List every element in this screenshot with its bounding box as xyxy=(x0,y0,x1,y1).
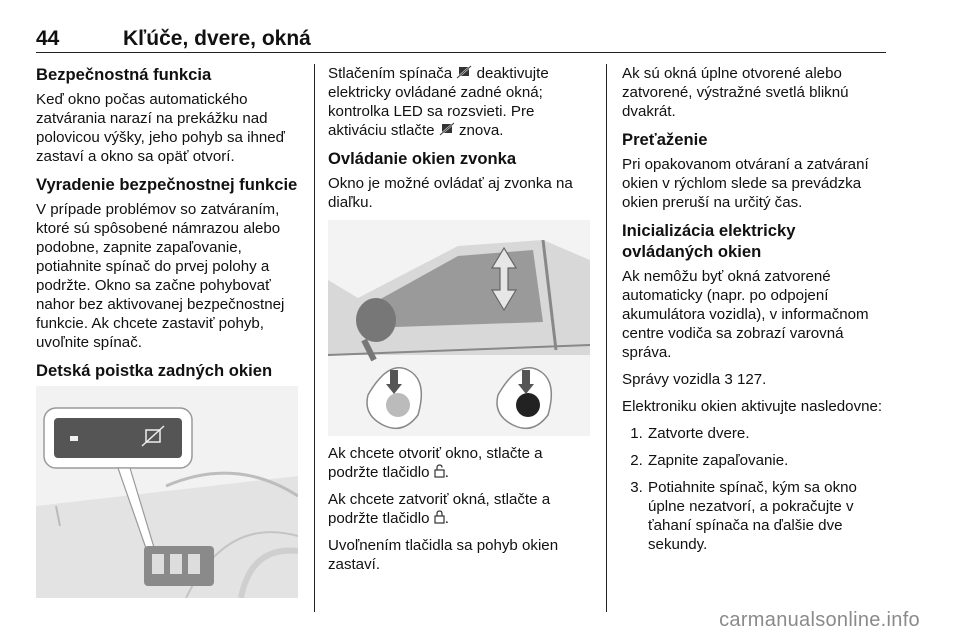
figure-child-lock-switch xyxy=(36,386,298,598)
heading-overload: Preťaženie xyxy=(622,130,708,149)
paragraph-close-window xyxy=(328,490,592,528)
paragraph-open-window xyxy=(328,444,592,482)
list-item: 1. Zatvorte dvere. xyxy=(647,424,888,443)
page-reference-arrow: 3 xyxy=(724,371,733,388)
column-3 xyxy=(622,64,888,562)
paragraph-activate: Elektroniku okien aktivujte nasledovne: xyxy=(622,398,883,415)
heading-safety-function: Bezpečnostná funkcia xyxy=(36,65,212,84)
list-item: 2. Zapnite zapaľovanie. xyxy=(647,451,888,470)
heading-disable-safety: Vyradenie bezpečnostnej funkcie xyxy=(36,175,298,194)
paragraph-overload: Pri opakovanom otváraní a zatváraní okien v rýchlom slede sa prevádzka okien preruší na určitý čas. xyxy=(622,156,869,211)
open-text-end: . xyxy=(444,464,449,481)
column-divider-right xyxy=(606,64,607,612)
column-2 xyxy=(328,64,592,582)
paragraph-child-lock-switch xyxy=(328,64,592,140)
heading-remote-operation: Ovládanie okien zvonka xyxy=(328,149,517,168)
steps-list xyxy=(622,424,888,554)
close-text-end: . xyxy=(444,510,449,527)
messages-text: Správy vozidla xyxy=(622,371,721,388)
window-lock-icon xyxy=(439,122,455,136)
unlock-button-icon xyxy=(434,464,445,478)
lock-button-icon xyxy=(434,510,445,524)
window-lock-icon xyxy=(456,65,472,79)
switch-text-middle: deaktivujte elektricky ovládané zadné okná; kontrolka LED sa rozsvieti. Pre aktiváciu stlačte xyxy=(328,65,549,139)
column-divider-left xyxy=(314,64,315,612)
list-item: 3. Potiahnite spínač, kým sa okno úplne nezatvorí, a pokračujte v ťahaní spínača na ďalšie dve sekundy. xyxy=(647,478,888,554)
paragraph-remote-operation: Okno je možné ovládať aj zvonka na diaľku. xyxy=(328,175,573,211)
heading-child-lock: Detská poistka zadných okien xyxy=(36,361,273,380)
switch-text-start: Stlačením spínača xyxy=(328,65,453,82)
page-header xyxy=(36,26,886,53)
page-number: 44 xyxy=(36,27,60,50)
paragraph-vehicle-messages xyxy=(622,370,888,389)
close-text: Ak chcete zatvoriť okná, stlačte a podržte tlačidlo xyxy=(328,491,551,527)
figure-remote-window xyxy=(328,220,590,436)
heading-initialization: Inicializácia elektricky ovládaných okien xyxy=(622,221,796,261)
paragraph-disable-safety: V prípade problémov so zatváraním, ktoré sú spôsobené námrazou alebo podobne, zapnite zapaľovanie, potiahnite spínač do prvej polohy a podržte. Okno sa začne pohybovať nahor bez aktivovanej bezpečnostnej funkcie. Ak chcete zastaviť pohyb, uvoľnite spínač. xyxy=(36,201,285,351)
page-title: Kľúče, dvere, okná xyxy=(123,27,311,50)
paragraph-hazard-flash: Ak sú okná úplne otvorené alebo zatvorené, výstražné svetlá bliknú dvakrát. xyxy=(622,65,849,120)
column-1 xyxy=(36,64,302,598)
switch-text-end: znova. xyxy=(458,122,504,139)
page-reference-link[interactable]: 127. xyxy=(736,371,767,388)
paragraph-release-button: Uvoľnením tlačidla sa pohyb okien zastaví. xyxy=(328,537,559,573)
open-text: Ak chcete otvoriť okno, stlačte a podržte tlačidlo xyxy=(328,445,543,481)
watermark[interactable]: carmanualsonline.info xyxy=(719,609,920,631)
paragraph-safety-function: Keď okno počas automatického zatvárania narazí na prekážku nad polovicou výšky, jeho pohyb sa ihneď zastaví a okno sa opäť otvorí. xyxy=(36,91,285,165)
paragraph-initialization: Ak nemôžu byť okná zatvorené automaticky (napr. po odpojení akumulátora vozidla), v informačnom centre vodiča sa zobrazí varovná správa. xyxy=(622,268,869,361)
